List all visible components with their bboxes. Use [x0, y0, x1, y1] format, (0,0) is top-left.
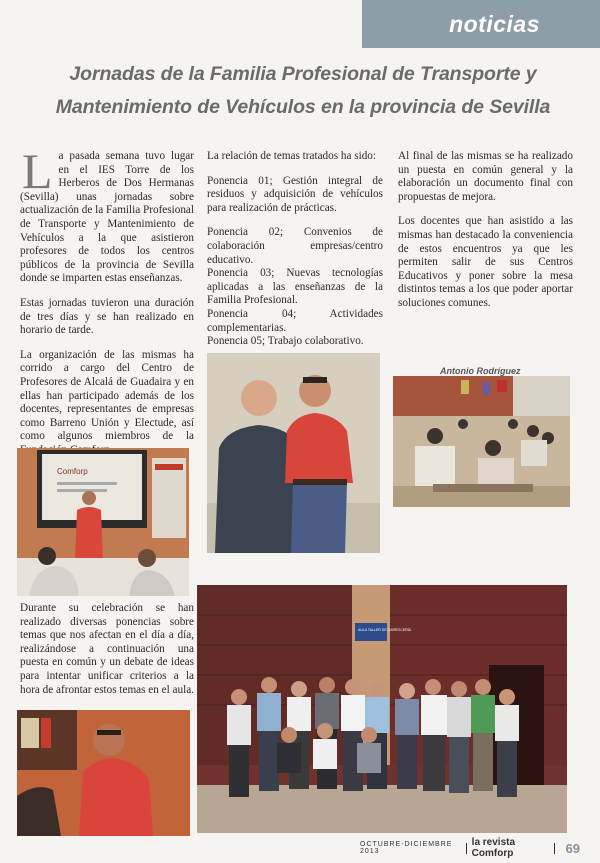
paragraph-celebration: Durante su celebración se han realizado diversas ponencias sobre temas que nos afectan en el día a día, realizándose a continuación una puesta en común y un debate de ideas para intentar unificar criterios a la hora de afrontar estos temas en el aula. [20, 602, 194, 696]
footer-divider [466, 843, 467, 854]
drop-cap: L [22, 143, 53, 199]
ponencia-1: Ponencia 01; Gestión integral de residuos y adquisición de vehículos para realización de prácticas. [207, 174, 383, 214]
article-author: Antonio Rodríguez [440, 366, 521, 376]
screen-logo-text: Comforp [57, 467, 88, 476]
article-column-1-lower [20, 602, 194, 708]
section-tab [362, 0, 600, 48]
ponencia-2: Ponencia 02; Convenios de colaboración empresas/centro educativo. [207, 226, 383, 266]
paragraph-intro-text: a pasada semana tuvo lugar en el IES Torre de los Herberos de Dos Hermanas (Sevilla) unas jornadas sobre actualización de la Familia Profesional de Transporte y Mantenimiento de Vehículos a la que asistieron profesores de todos los centros públicos de la provincia de Sevilla donde se imparten estas enseñanzas. [20, 150, 194, 285]
ponencia-3: Ponencia 03; Nuevas tecnologías aplicadas a las enseñanzas de la Familia Profesional. [207, 267, 383, 307]
paragraph-teachers: Los docentes que han asistido a las mismas han destacado la conveniencia de estos encuentros ya que les permiten salir de sus Centros Educativos y poner sobre la mesa distintos temas a los que poder aportar soluciones comunes. [398, 215, 573, 309]
paragraph-duration: Estas jornadas tuvieron una duración de tres días y se han realizado en horario de tarde. [20, 296, 194, 337]
paragraph-intro [20, 143, 194, 286]
article-headline [18, 58, 588, 124]
page-footer [360, 838, 580, 858]
paragraph-topics-intro: La relación de temas tratados ha sido: [207, 150, 376, 162]
ponencia-5: Ponencia 05; Trabajo colaborativo. [207, 335, 364, 348]
section-label: noticias [449, 10, 540, 37]
headline-line-2: Mantenimiento de Vehículos en la provincia de Sevilla [55, 96, 551, 118]
issue-date: OCTUBRE-DICIEMBRE 2013 [360, 841, 453, 855]
paragraph-conclusion: Al final de las mismas se ha realizado un puesta en común general y la elaboración un documento final con propuestas de mejora. [398, 150, 573, 203]
article-column-1 [20, 143, 194, 468]
ponencia-4: Ponencia 04; Actividades complementarias. [207, 307, 383, 334]
photo-group-attendees [197, 585, 567, 833]
article-column-3 [398, 150, 573, 322]
footer-divider-2 [554, 843, 555, 854]
photo-two-presenters [207, 353, 380, 553]
page-number: 69 [565, 840, 580, 856]
photo-classroom-attendees [393, 376, 570, 507]
article-column-2 [207, 150, 383, 349]
photo-presenter-screen [17, 448, 189, 596]
headline-line-1: Jornadas de la Familia Profesional de Transporte y [69, 63, 537, 85]
photo-teacher-speaking [17, 710, 190, 836]
workshop-sign-text: AULA TALLER DE CARROCERÍA [358, 628, 411, 632]
paragraph-organization: La organización de las mismas ha corrido a cargo del Centro de Profesores de Alcalá de Guadaira y en ellas han participado además de los docentes, representantes de empresas como Barreno Unión y Electude, así como algunos miembros de la [20, 348, 194, 443]
magazine-name: la revista Comforp [471, 837, 516, 859]
